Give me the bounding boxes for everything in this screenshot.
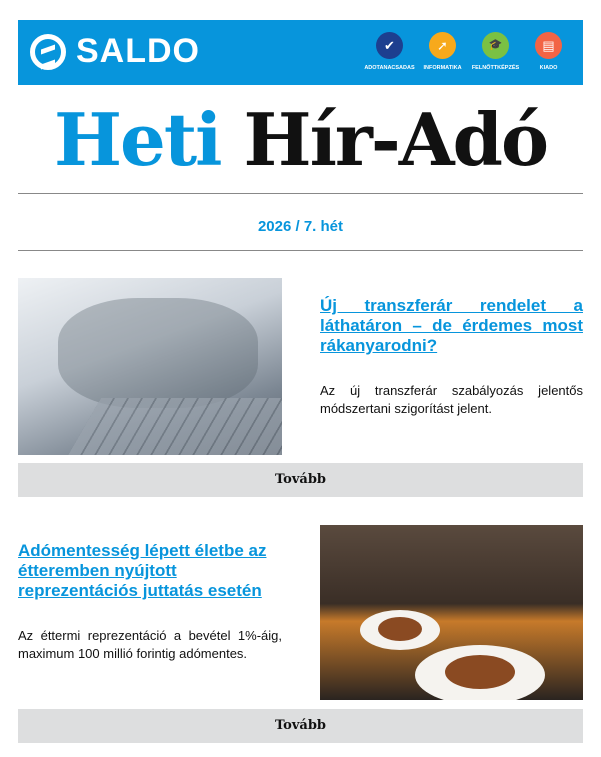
nav-label: ADOTANACSADAS [364,65,415,71]
read-more-button[interactable]: Tovább [18,463,583,497]
nav-felnottkepzes[interactable] [469,32,522,71]
nav-kiado[interactable] [522,32,575,71]
article-title[interactable]: Adómentesség lépett életbe az étteremben nyújtott reprezentációs juttatás esetén [18,541,267,600]
divider [18,193,583,194]
nav-adotanacsadas[interactable] [363,32,416,71]
nav-label: KIADO [539,65,558,71]
title-part1: Heti [54,97,221,182]
logo-text: SALDO [76,32,200,70]
read-more-button[interactable]: Tovább [18,709,583,743]
title-part2: Hír-Adó [243,97,547,182]
nav-informatika[interactable] [416,32,469,71]
graduation-cap-icon: 🎓 [482,32,509,59]
header-bar [18,20,583,85]
article-summary: Az éttermi reprezentáció a bevétel 1%-áig, maximum 100 millió forintig adómentes. [18,628,282,661]
saldo-logo[interactable] [30,32,200,71]
nav-label: FELNŐTTKÉPZÉS [471,65,520,71]
article-title[interactable]: Új transzferár rendelet a láthatáron – de érdemes most rákanyarodni? [320,296,583,355]
book-icon: ▤ [535,32,562,59]
article-image-world-map[interactable] [18,278,282,455]
newsletter-title [0,90,601,190]
adotanacsadas-icon: ✔ [376,32,403,59]
nav-links [363,32,575,71]
saldo-logo-icon [30,34,66,70]
article-summary: Az új transzferár szabályozás jelentős módszertani szigorítást jelent. [320,383,583,416]
divider [18,250,583,251]
article-image-restaurant[interactable] [320,525,583,700]
nav-label: INFORMATIKA [423,65,462,71]
cursor-click-icon: ➚ [429,32,456,59]
week-label: 2026 / 7. hét [257,218,344,235]
